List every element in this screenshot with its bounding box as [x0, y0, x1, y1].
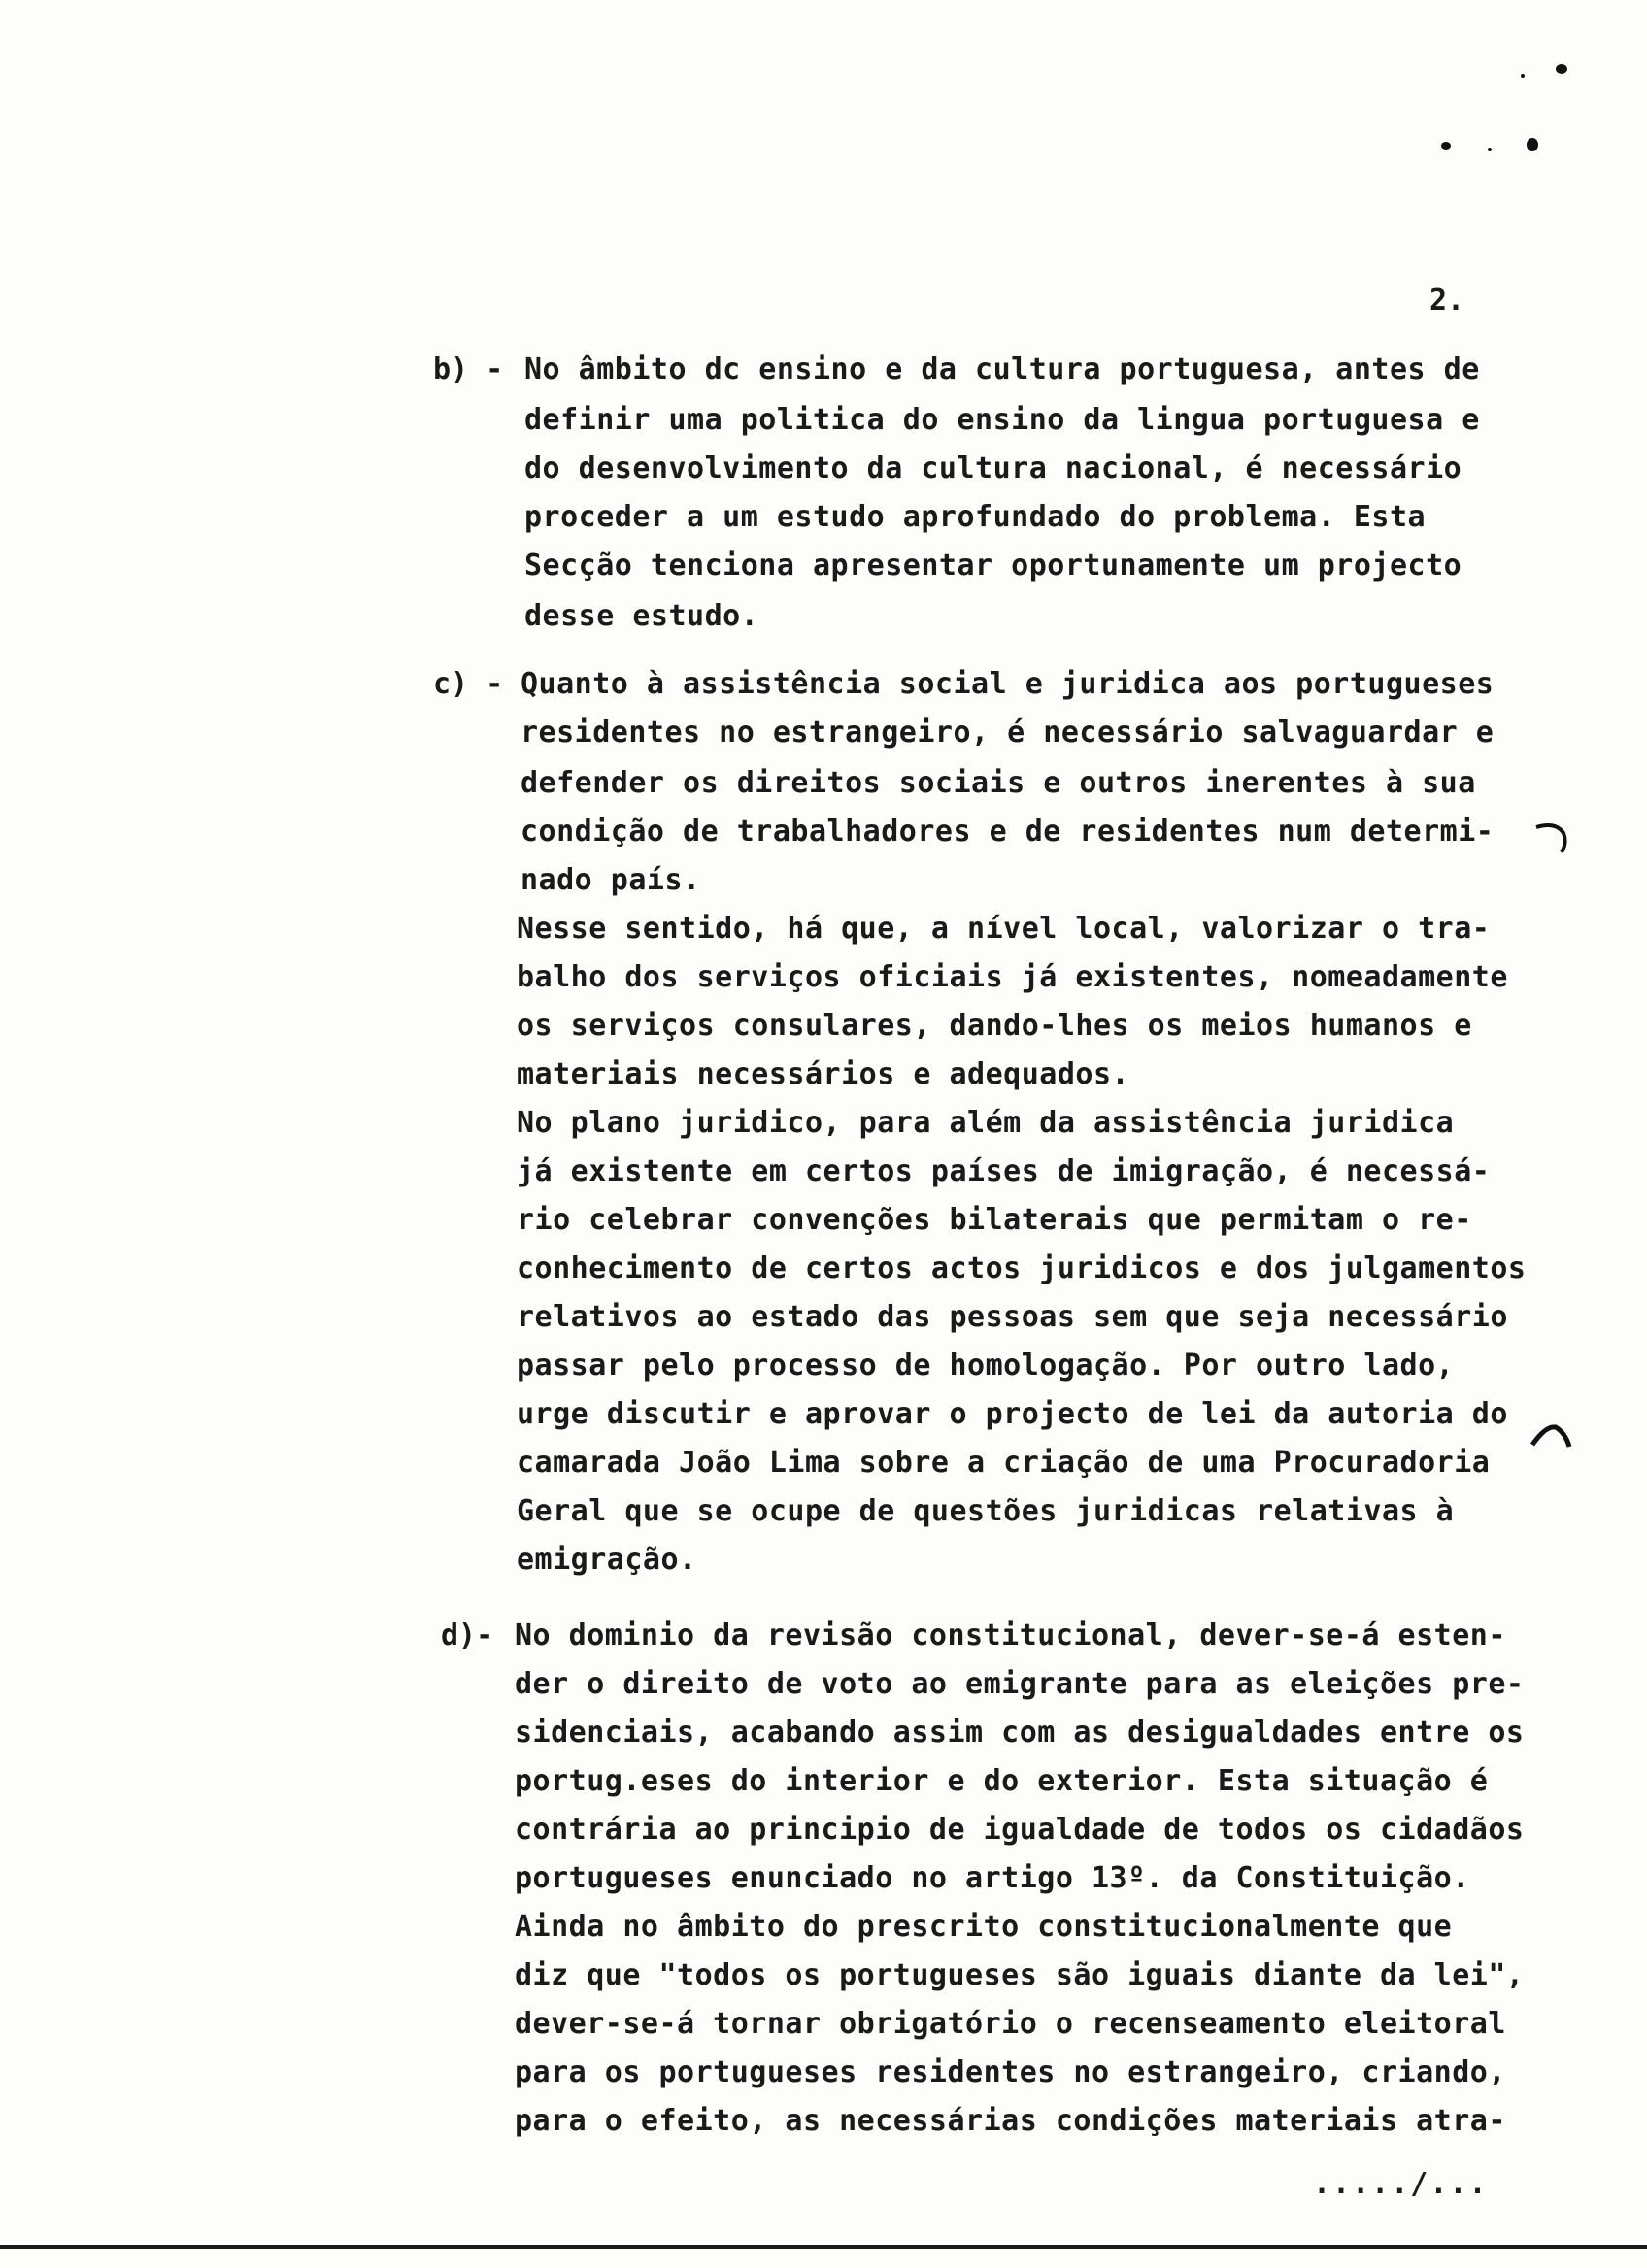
text-line: materiais necessários e adequados. — [517, 1057, 1130, 1091]
text-line: Geral que se ocupe de questões juridicas relativas à — [517, 1494, 1455, 1528]
text-line: urge discutir e aprovar o projecto de lei da autoria do — [517, 1397, 1508, 1431]
text-line: passar pelo processo de homologação. Por outro lado, — [517, 1349, 1455, 1383]
text-line: portugueses enunciado no artigo 13º. da Constituição. — [515, 1861, 1470, 1895]
text-line: Secção tenciona apresentar oportunamente um projecto — [524, 549, 1462, 583]
text-line: para o efeito, as necessárias condições materiais atra- — [515, 2104, 1506, 2138]
text-line: os serviços consulares, dando-lhes os meios humanos e — [517, 1009, 1472, 1043]
text-line: condição de trabalhadores e de residentes num determi- — [521, 815, 1495, 849]
text-line: conhecimento de certos actos juridicos e dos julgamentos — [517, 1251, 1527, 1285]
text-line: do desenvolvimento da cultura nacional, é necessário — [524, 451, 1462, 485]
text-line: der o direito de voto ao emigrante para as eleições pre- — [515, 1667, 1525, 1701]
text-line: diz que "todos os portugueses são iguais diante da lei", — [515, 1958, 1525, 1992]
ink-speck — [1441, 142, 1451, 150]
section-label: b) - — [433, 352, 504, 386]
ink-speck — [1488, 148, 1492, 151]
section-label: c) - — [433, 667, 504, 701]
ink-speck — [1556, 64, 1567, 74]
text-line: Nesse sentido, há que, a nível local, valorizar o tra- — [517, 912, 1491, 946]
page-number: 2. — [1429, 284, 1465, 317]
text-line: rio celebrar convenções bilaterais que permitam o re- — [517, 1203, 1472, 1237]
text-line: No plano juridico, para além da assistência juridica — [517, 1106, 1455, 1140]
margin-mark-right-2 — [1529, 1421, 1573, 1451]
text-line: contrária ao principio de igualdade de todos os cidadãos — [515, 1813, 1525, 1847]
text-line: sidenciais, acabando assim com as desigualdades entre os — [515, 1716, 1525, 1750]
text-line: nado país. — [521, 863, 701, 897]
text-line: defender os direitos sociais e outros inerentes à sua — [521, 766, 1476, 800]
text-line: No âmbito dc ensino e da cultura portuguesa, antes de — [524, 352, 1480, 386]
text-line: dever-se-á tornar obrigatório o recenseamento eleitoral — [515, 2007, 1506, 2041]
text-line: Quanto à assistência social e juridica aos portugueses — [521, 667, 1495, 701]
text-line: No dominio da revisão constitucional, dever-se-á esten- — [515, 1618, 1506, 1652]
bottom-rule — [0, 2245, 1647, 2249]
text-line: Ainda no âmbito do prescrito constitucionalmente que — [515, 1910, 1453, 1944]
ink-speck — [1521, 74, 1525, 78]
text-line: balho dos serviços oficiais já existentes, nomeadamente — [517, 960, 1508, 994]
continuation-mark: ...../... — [1313, 2167, 1489, 2201]
text-line: portug.eses do interior e do exterior. Esta situação é — [515, 1764, 1489, 1798]
section-label: d)- — [441, 1618, 494, 1652]
ink-speck — [1527, 138, 1538, 151]
text-line: para os portugueses residentes no estrangeiro, criando, — [515, 2055, 1506, 2089]
text-line: residentes no estrangeiro, é necessário salvaguardar e — [521, 716, 1495, 750]
text-line: relativos ao estado das pessoas sem que seja necessário — [517, 1300, 1508, 1334]
text-line: proceder a um estudo aprofundado do problema. Esta — [524, 500, 1427, 534]
text-line: camarada João Lima sobre a criação de uma Procuradoria — [517, 1446, 1491, 1480]
text-line: definir uma politica do ensino da lingua portuguesa e — [524, 403, 1480, 437]
margin-mark-right — [1534, 821, 1573, 856]
text-line: desse estudo. — [524, 599, 759, 633]
text-line: emigração. — [517, 1543, 697, 1577]
text-line: já existente em certos países de imigração, é necessá- — [517, 1154, 1491, 1188]
